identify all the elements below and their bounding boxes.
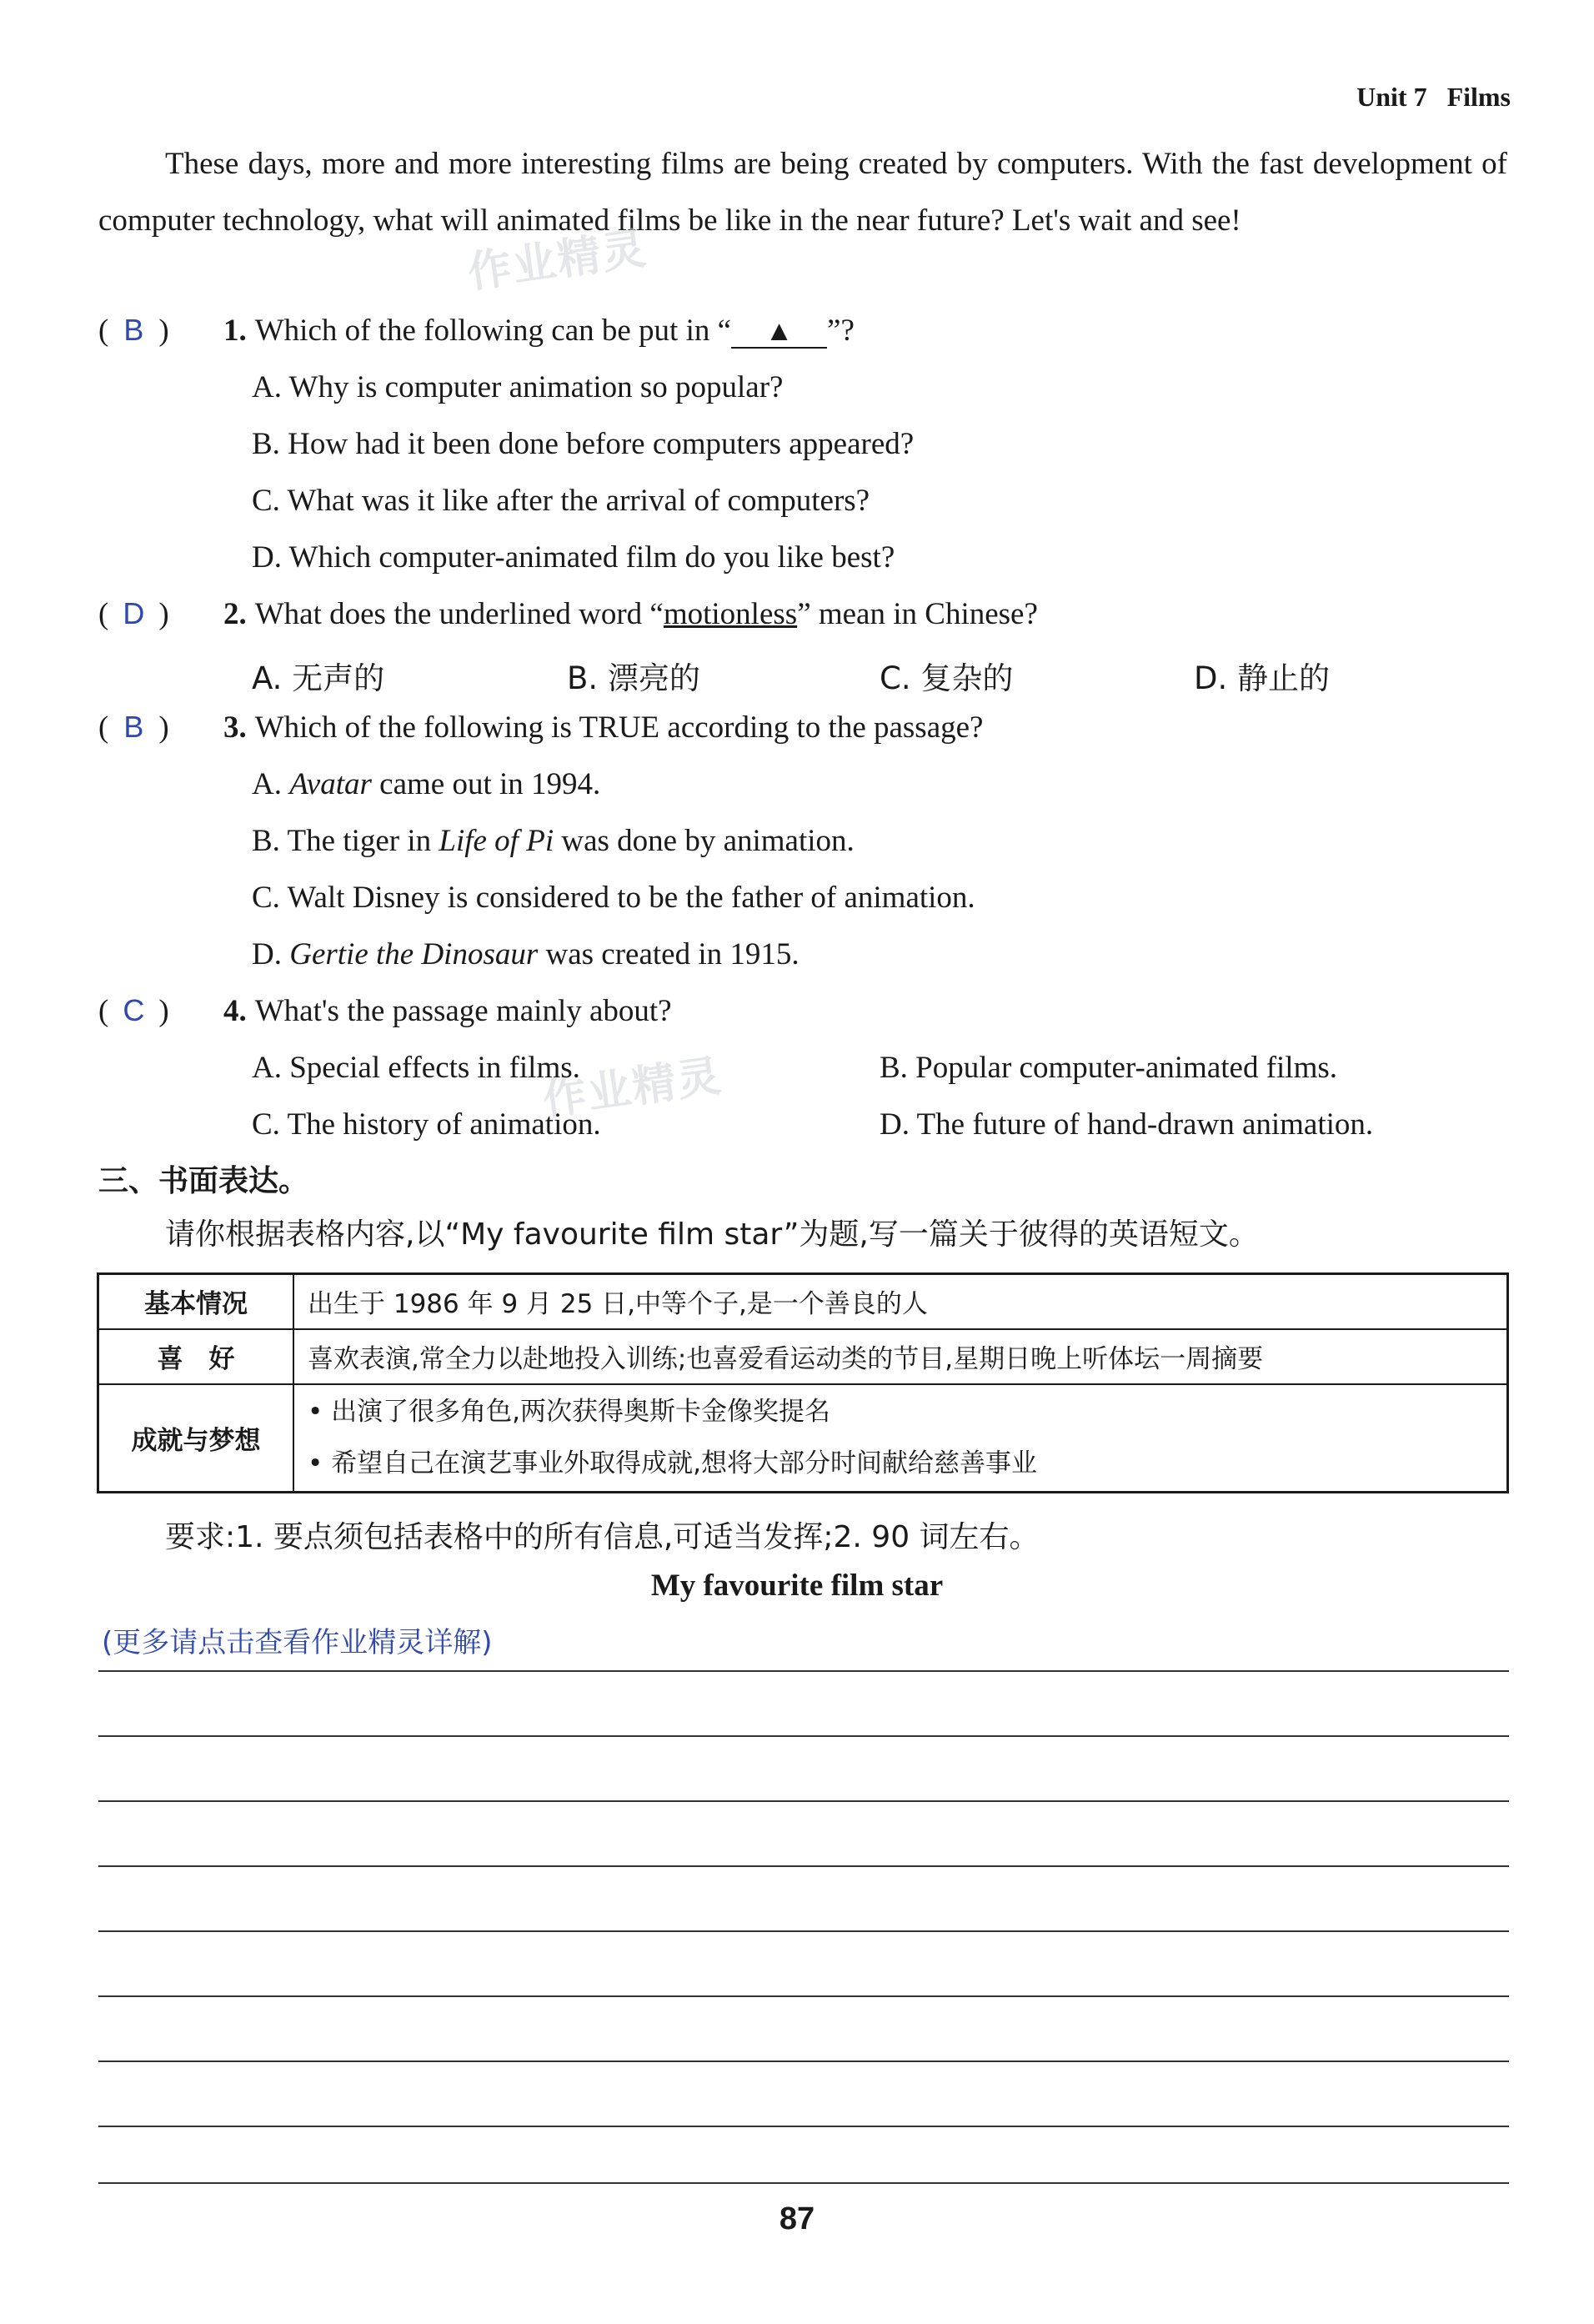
unit-topic: Films — [1446, 82, 1511, 112]
table-value — [293, 1384, 1508, 1493]
writing-instruction: 请你根据表格内容,以“My favourite film star”为题,写一篇关于彼得的英语短文。 — [165, 1217, 1259, 1252]
question-number: 4. — [223, 994, 247, 1028]
option-3d: D. Gertie the Dinosaur was created in 1915. — [252, 937, 800, 971]
option-1d: D. Which computer-animated film do you like best? — [252, 540, 895, 575]
watermark: 作业精灵 — [539, 1051, 725, 1126]
option-2a: A. 无声的 — [252, 660, 385, 696]
writing-line — [98, 2126, 1509, 2127]
running-header — [1356, 82, 1511, 113]
list-item: • 希望自己在演艺事业外取得成就,想将大部分时间献给慈善事业 — [308, 1448, 1037, 1479]
film-title: Avatar — [289, 767, 372, 801]
writing-line — [98, 1995, 1509, 1997]
option-2b: B. 漂亮的 — [567, 660, 700, 696]
option-1b: B. How had it been done before computers appeared? — [252, 427, 915, 461]
table-row — [98, 1384, 1508, 1493]
question-stem-post: ” mean in Chinese? — [797, 597, 1038, 631]
table-label: 喜 好 — [98, 1329, 294, 1384]
table-row — [98, 1274, 1508, 1329]
essay-title: My favourite film star — [650, 1569, 944, 1603]
triangle-blank: ▲ — [731, 317, 827, 349]
answer-bracket: ( D ) — [98, 596, 169, 631]
question-stem-pre: What does the underlined word “ — [254, 597, 664, 631]
writing-line — [98, 2060, 1509, 2062]
table-row — [98, 1329, 1508, 1384]
question-stem: Which of the following is TRUE according to the passage? — [254, 710, 984, 745]
page-number: 87 — [779, 2201, 815, 2236]
table-label: 成就与梦想 — [98, 1384, 294, 1493]
option-1c: C. What was it like after the arrival of computers? — [252, 484, 870, 518]
writing-line — [98, 2182, 1509, 2184]
info-table — [97, 1272, 1509, 1493]
film-title: Life of Pi — [439, 824, 554, 858]
answer-bracket: ( B ) — [98, 313, 169, 348]
option-4d: D. The future of hand-drawn animation. — [880, 1107, 1374, 1142]
question-stem-post: ”? — [827, 314, 855, 348]
option-4a: A. Special effects in films. — [252, 1051, 580, 1085]
table-value: 出生于 1986 年 9 月 25 日,中等个子,是一个善良的人 — [293, 1274, 1508, 1329]
list-item: • 出演了很多角色,两次获得奥斯卡金像奖提名 — [308, 1397, 830, 1428]
question-number: 2. — [223, 597, 247, 631]
writing-line — [98, 1930, 1509, 1932]
writing-line — [98, 1865, 1509, 1867]
answer-mark: B — [123, 710, 144, 744]
option-4c: C. The history of animation. — [252, 1107, 601, 1142]
writing-line — [98, 1800, 1509, 1802]
option-3c: C. Walt Disney is considered to be the father of animation. — [252, 881, 975, 915]
option-2c: C. 复杂的 — [880, 660, 1014, 696]
answer-mark: B — [123, 313, 144, 347]
option-2d: D. 静止的 — [1194, 660, 1331, 696]
question-stem: What's the passage mainly about? — [254, 994, 672, 1028]
table-label: 基本情况 — [98, 1274, 294, 1329]
question-1 — [98, 313, 855, 349]
option-3b: B. The tiger in Life of Pi was done by animation. — [252, 824, 855, 858]
question-number: 1. — [223, 314, 247, 348]
answer-mark: C — [123, 993, 145, 1027]
question-2 — [98, 596, 1038, 632]
option-3a: A. Avatar came out in 1994. — [252, 767, 601, 801]
passage-text: These days, more and more interesting films are being created by computers. With the fast development of computer technology, what will animated films be like in the near future? Let's wait and see! — [98, 147, 1507, 238]
watermark: 作业精灵 — [464, 223, 650, 299]
option-1a: A. Why is computer animation so popular? — [252, 370, 784, 404]
table-value: 喜欢表演,常全力以赴地投入训练;也喜爱看运动类的节目,星期日晚上听体坛一周摘要 — [293, 1329, 1508, 1384]
question-3 — [98, 710, 983, 745]
underlined-word: motionless — [663, 597, 798, 631]
writing-line — [98, 1670, 1509, 1672]
answer-bracket: ( C ) — [98, 993, 169, 1028]
option-4b: B. Popular computer-animated films. — [880, 1051, 1338, 1085]
answer-bracket: ( B ) — [98, 710, 169, 745]
question-stem-pre: Which of the following can be put in “ — [254, 314, 732, 348]
more-details-link[interactable]: (更多请点击查看作业精灵详解) — [102, 1626, 493, 1659]
film-title: Gertie the Dinosaur — [289, 937, 539, 971]
passage-paragraph — [98, 136, 1507, 249]
question-number: 3. — [223, 710, 247, 745]
answer-mark: D — [123, 596, 145, 630]
requirements: 要求:1. 要点须包括表格中的所有信息,可适当发挥;2. 90 词左右。 — [165, 1520, 1040, 1554]
question-4 — [98, 993, 672, 1029]
section-title: 三、书面表达。 — [98, 1164, 309, 1198]
unit-label: Unit 7 — [1356, 82, 1427, 112]
writing-line — [98, 1735, 1509, 1737]
